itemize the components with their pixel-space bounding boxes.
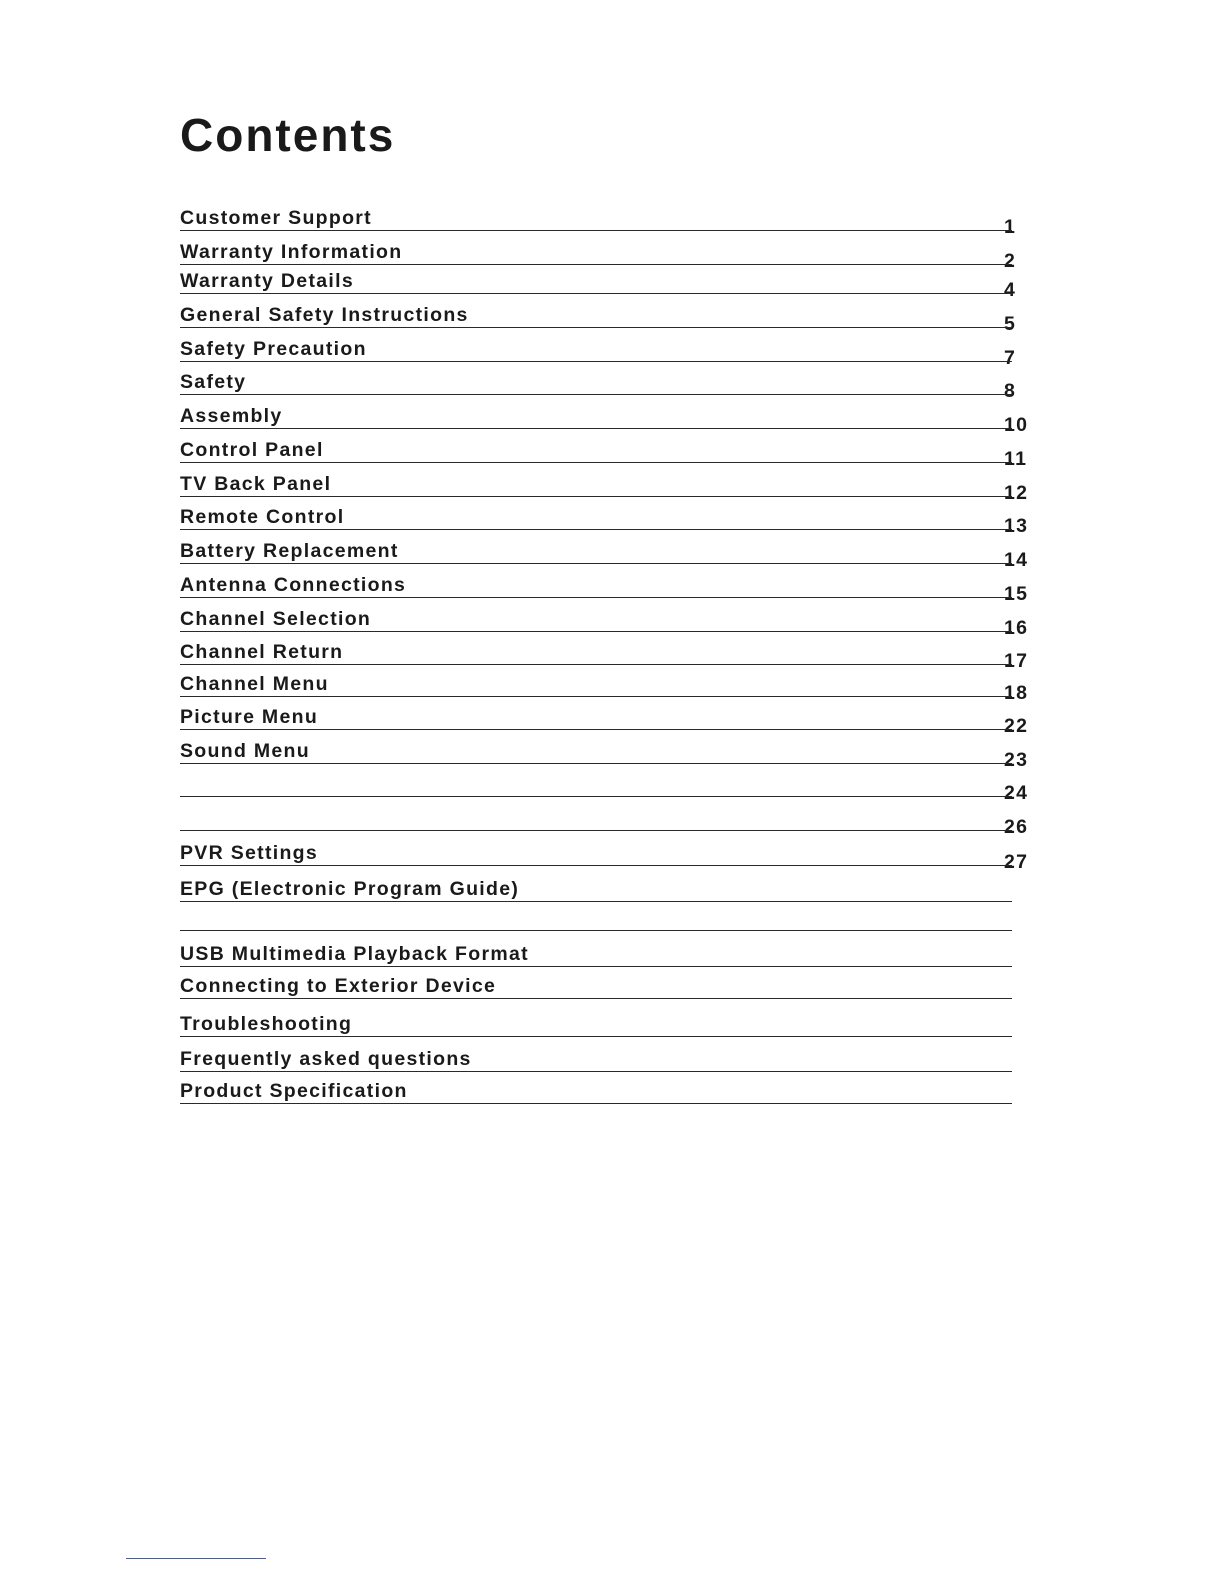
- toc-row-control-panel[interactable]: [180, 430, 1032, 470]
- toc-page-number: 15: [1004, 582, 1029, 605]
- toc-divider: [180, 597, 1012, 598]
- toc-divider: [180, 729, 1012, 730]
- toc-entry-label[interactable]: General Safety Instructions: [180, 303, 469, 326]
- toc-page-number: 24: [1004, 781, 1029, 804]
- toc-page-number: 11: [1004, 447, 1028, 470]
- toc-entry-label[interactable]: USB Multimedia Playback Format: [180, 942, 529, 965]
- toc-divider: [180, 394, 1012, 395]
- toc-divider: [180, 230, 1012, 231]
- toc-entry-label[interactable]: PVR Settings: [180, 841, 319, 864]
- toc-entry-label[interactable]: Product Specification: [180, 1079, 408, 1102]
- toc-page-number: 4: [1004, 278, 1017, 301]
- toc-divider: [180, 830, 1012, 831]
- toc-entry-label[interactable]: Customer Support: [180, 206, 372, 229]
- toc-entry-label[interactable]: Assembly: [180, 404, 283, 427]
- toc-entry-label[interactable]: Frequently asked questions: [180, 1047, 472, 1070]
- toc-divider: [180, 664, 1012, 665]
- toc-page-number: 13: [1004, 514, 1029, 537]
- footer-rule: [126, 1558, 266, 1559]
- toc-row-blank[interactable]: [180, 903, 1032, 931]
- toc-entry-label[interactable]: TV Back Panel: [180, 472, 332, 495]
- toc-entry-label[interactable]: Channel Menu: [180, 672, 329, 695]
- toc-divider: [180, 462, 1012, 463]
- toc-row-channel-return[interactable]: [180, 633, 1032, 672]
- toc-row-assembly[interactable]: [180, 396, 1032, 436]
- toc-row-safety-precaution[interactable]: [180, 329, 1032, 369]
- toc-row-connecting-exterior-device[interactable]: [180, 968, 1032, 999]
- toc-entry-label[interactable]: Channel Selection: [180, 607, 372, 630]
- toc-divider: [180, 998, 1012, 999]
- toc-divider: [180, 865, 1012, 866]
- toc-divider: [180, 361, 1012, 362]
- toc-row-tv-back-panel[interactable]: [180, 464, 1032, 504]
- toc-page-number: 18: [1004, 681, 1029, 704]
- toc-row-product-specification[interactable]: [180, 1073, 1032, 1104]
- toc-entry-label[interactable]: Sound Menu: [180, 739, 310, 762]
- toc-page-number: 26: [1004, 815, 1029, 838]
- toc-row-antenna-connections[interactable]: [180, 565, 1032, 605]
- toc-row-general-safety-instructions[interactable]: [180, 295, 1032, 335]
- toc-divider: [180, 1036, 1012, 1037]
- page-title: Contents: [180, 109, 396, 161]
- toc-row-warranty-information[interactable]: [180, 232, 1032, 272]
- toc-row-epg[interactable]: [180, 867, 1032, 902]
- toc-entry-label[interactable]: Warranty Information: [180, 240, 403, 263]
- toc-entry-label[interactable]: Battery Replacement: [180, 539, 399, 562]
- toc-divider: [180, 696, 1012, 697]
- toc-row-picture-menu[interactable]: [180, 698, 1032, 737]
- toc-divider: [180, 1103, 1012, 1104]
- toc-row-blank-26[interactable]: [180, 798, 1032, 838]
- toc-entry-label[interactable]: Control Panel: [180, 438, 324, 461]
- toc-entry-label[interactable]: Troubleshooting: [180, 1012, 353, 1035]
- toc-row-warranty-details[interactable]: [180, 266, 1032, 301]
- toc-divider: [180, 563, 1012, 564]
- toc-row-pvr-settings[interactable]: [180, 832, 1032, 873]
- toc-page-number: 1: [1004, 215, 1017, 238]
- toc-page-number: 27: [1004, 850, 1029, 873]
- toc-divider: [180, 930, 1012, 931]
- toc-page-number: 17: [1004, 649, 1029, 672]
- toc-row-customer-support[interactable]: [180, 198, 1032, 238]
- toc-divider: [180, 428, 1012, 429]
- toc-page-number: 7: [1004, 346, 1017, 369]
- toc-entry-label[interactable]: Connecting to Exterior Device: [180, 974, 497, 997]
- toc-entry-label[interactable]: Safety: [180, 370, 247, 393]
- toc-row-faq[interactable]: [180, 1038, 1032, 1072]
- toc-row-channel-menu[interactable]: [180, 666, 1032, 704]
- toc-entry-label[interactable]: EPG (Electronic Program Guide): [180, 877, 520, 900]
- toc-divider: [180, 496, 1012, 497]
- toc-divider: [180, 1071, 1012, 1072]
- toc-page-number: 16: [1004, 616, 1029, 639]
- toc-page-number: 8: [1004, 379, 1017, 402]
- toc-row-battery-replacement[interactable]: [180, 531, 1032, 571]
- toc-divider: [180, 901, 1012, 902]
- toc-divider: [180, 631, 1012, 632]
- toc-page-number: 5: [1004, 312, 1017, 335]
- toc-page-number: 10: [1004, 413, 1029, 436]
- toc-divider: [180, 763, 1012, 764]
- toc-entry-label[interactable]: Picture Menu: [180, 705, 319, 728]
- toc-page-number: 22: [1004, 714, 1029, 737]
- toc-divider: [180, 796, 1012, 797]
- toc-row-remote-control[interactable]: [180, 498, 1032, 537]
- toc-entry-label[interactable]: Channel Return: [180, 640, 344, 663]
- toc-divider: [180, 327, 1012, 328]
- toc-entry-label[interactable]: Remote Control: [180, 505, 345, 528]
- toc-row-safety[interactable]: [180, 363, 1032, 402]
- toc-page-number: 14: [1004, 548, 1029, 571]
- toc-row-blank-24[interactable]: [180, 765, 1032, 804]
- toc-row-troubleshooting[interactable]: [180, 1000, 1032, 1037]
- toc-row-usb-multimedia[interactable]: [180, 932, 1032, 967]
- toc-entry-label[interactable]: Safety Precaution: [180, 337, 367, 360]
- toc-page-number: 12: [1004, 481, 1029, 504]
- toc-entry-label[interactable]: Warranty Details: [180, 269, 354, 292]
- toc-row-sound-menu[interactable]: [180, 731, 1032, 771]
- toc-divider: [180, 529, 1012, 530]
- toc-divider: [180, 293, 1012, 294]
- toc-divider: [180, 264, 1012, 265]
- toc-page-number: 23: [1004, 748, 1029, 771]
- toc-page-number: 2: [1004, 249, 1017, 272]
- toc-row-channel-selection[interactable]: [180, 599, 1032, 639]
- table-of-contents: [180, 0, 1032, 1584]
- toc-entry-label[interactable]: Antenna Connections: [180, 573, 407, 596]
- toc-divider: [180, 966, 1012, 967]
